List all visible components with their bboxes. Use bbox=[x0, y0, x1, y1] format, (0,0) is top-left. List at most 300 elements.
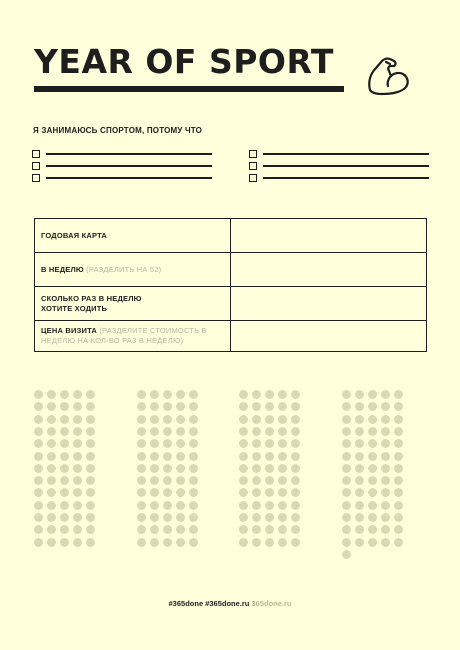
visit-dot[interactable] bbox=[176, 464, 185, 473]
visit-dot[interactable] bbox=[252, 476, 261, 485]
visit-dot[interactable] bbox=[86, 476, 95, 485]
visit-dot[interactable] bbox=[137, 415, 146, 424]
reason-write-line[interactable] bbox=[46, 165, 212, 166]
visit-dot[interactable] bbox=[150, 452, 159, 461]
visit-dot[interactable] bbox=[73, 452, 82, 461]
visit-dot[interactable] bbox=[73, 501, 82, 510]
visit-dot[interactable] bbox=[86, 464, 95, 473]
visit-dot[interactable] bbox=[291, 415, 300, 424]
visit-dot[interactable] bbox=[163, 464, 172, 473]
visit-dot[interactable] bbox=[176, 525, 185, 534]
visit-dot[interactable] bbox=[355, 525, 364, 534]
reason-item[interactable] bbox=[249, 160, 429, 172]
visit-dot[interactable] bbox=[34, 427, 43, 436]
visit-dot[interactable] bbox=[137, 464, 146, 473]
visit-dot[interactable] bbox=[265, 427, 274, 436]
visit-dot[interactable] bbox=[239, 452, 248, 461]
visit-dot[interactable] bbox=[189, 452, 198, 461]
title-underline bbox=[34, 86, 344, 92]
visit-dot[interactable] bbox=[176, 513, 185, 522]
visit-dot[interactable] bbox=[34, 390, 43, 399]
visit-dot[interactable] bbox=[137, 501, 146, 510]
visit-dot[interactable] bbox=[394, 501, 403, 510]
visit-dot[interactable] bbox=[355, 415, 364, 424]
visit-dot[interactable] bbox=[47, 501, 56, 510]
visit-dot[interactable] bbox=[73, 415, 82, 424]
visit-dot[interactable] bbox=[342, 513, 351, 522]
visit-dot[interactable] bbox=[137, 452, 146, 461]
visit-dot[interactable] bbox=[47, 476, 56, 485]
visit-dot[interactable] bbox=[60, 538, 69, 547]
visit-dot[interactable] bbox=[342, 427, 351, 436]
visit-dot[interactable] bbox=[189, 501, 198, 510]
checkbox[interactable] bbox=[249, 162, 257, 170]
visit-dot[interactable] bbox=[265, 525, 274, 534]
visit-dot[interactable] bbox=[291, 390, 300, 399]
visit-dot[interactable] bbox=[368, 513, 377, 522]
visit-dot[interactable] bbox=[278, 476, 287, 485]
reason-item[interactable] bbox=[249, 148, 429, 160]
visit-dot[interactable] bbox=[252, 439, 261, 448]
visit-dot[interactable] bbox=[34, 476, 43, 485]
visit-dot[interactable] bbox=[355, 488, 364, 497]
visit-dot[interactable] bbox=[291, 513, 300, 522]
visit-dot[interactable] bbox=[176, 476, 185, 485]
visit-dot[interactable] bbox=[137, 538, 146, 547]
visit-dot[interactable] bbox=[150, 525, 159, 534]
visit-dot[interactable] bbox=[381, 513, 390, 522]
checkbox[interactable] bbox=[32, 174, 40, 182]
visit-dot[interactable] bbox=[60, 390, 69, 399]
visit-dot[interactable] bbox=[291, 476, 300, 485]
visit-dot[interactable] bbox=[86, 525, 95, 534]
visit-dot[interactable] bbox=[47, 464, 56, 473]
visit-dot[interactable] bbox=[60, 476, 69, 485]
visit-dot[interactable] bbox=[278, 427, 287, 436]
visit-dot[interactable] bbox=[265, 415, 274, 424]
visit-dot[interactable] bbox=[252, 538, 261, 547]
visit-dot[interactable] bbox=[137, 488, 146, 497]
visit-dot[interactable] bbox=[150, 427, 159, 436]
visit-dot[interactable] bbox=[342, 488, 351, 497]
visit-dot[interactable] bbox=[355, 390, 364, 399]
visit-dot[interactable] bbox=[176, 439, 185, 448]
visit-dot[interactable] bbox=[342, 464, 351, 473]
visit-dot[interactable] bbox=[176, 452, 185, 461]
reasons-heading: Я ЗАНИМАЮСЬ СПОРТОМ, ПОТОМУ ЧТО bbox=[33, 126, 203, 135]
visit-dot[interactable] bbox=[47, 390, 56, 399]
visit-dot[interactable] bbox=[60, 488, 69, 497]
visit-dot[interactable] bbox=[239, 415, 248, 424]
visit-dot[interactable] bbox=[278, 439, 287, 448]
visit-dot[interactable] bbox=[265, 439, 274, 448]
visit-dot[interactable] bbox=[239, 476, 248, 485]
visit-dot[interactable] bbox=[252, 464, 261, 473]
visit-dot[interactable] bbox=[291, 439, 300, 448]
annual-card-value-cell[interactable] bbox=[231, 219, 426, 252]
visit-dot[interactable] bbox=[278, 452, 287, 461]
row-hint: (РАЗДЕЛИТЬ НА 52) bbox=[86, 264, 162, 274]
visit-dot[interactable] bbox=[278, 402, 287, 411]
visit-dot[interactable] bbox=[381, 488, 390, 497]
visit-dot[interactable] bbox=[47, 538, 56, 547]
visit-dot[interactable] bbox=[278, 390, 287, 399]
visit-dot[interactable] bbox=[291, 488, 300, 497]
visit-dot[interactable] bbox=[381, 427, 390, 436]
visit-dot[interactable] bbox=[73, 476, 82, 485]
reason-write-line[interactable] bbox=[46, 177, 212, 178]
visit-dot[interactable] bbox=[394, 513, 403, 522]
checkbox[interactable] bbox=[32, 162, 40, 170]
visit-dot[interactable] bbox=[394, 488, 403, 497]
visit-dot[interactable] bbox=[86, 439, 95, 448]
visit-dot[interactable] bbox=[265, 390, 274, 399]
visit-dot[interactable] bbox=[368, 390, 377, 399]
visit-dot[interactable] bbox=[73, 439, 82, 448]
visit-dot[interactable] bbox=[355, 464, 364, 473]
visit-dot[interactable] bbox=[34, 452, 43, 461]
visit-dot[interactable] bbox=[368, 525, 377, 534]
visit-dot[interactable] bbox=[34, 488, 43, 497]
visit-dot[interactable] bbox=[47, 439, 56, 448]
visit-dot[interactable] bbox=[150, 402, 159, 411]
visit-dot[interactable] bbox=[368, 402, 377, 411]
visit-dot[interactable] bbox=[73, 525, 82, 534]
visit-dot[interactable] bbox=[150, 513, 159, 522]
visit-dot[interactable] bbox=[342, 525, 351, 534]
visit-dot[interactable] bbox=[163, 402, 172, 411]
visit-dot[interactable] bbox=[73, 488, 82, 497]
visit-dot[interactable] bbox=[176, 488, 185, 497]
flexed-bicep-icon bbox=[364, 52, 412, 98]
visit-dot[interactable] bbox=[394, 427, 403, 436]
visit-dot[interactable] bbox=[342, 501, 351, 510]
visit-dot[interactable] bbox=[355, 501, 364, 510]
visit-dot[interactable] bbox=[34, 513, 43, 522]
visit-dot[interactable] bbox=[291, 464, 300, 473]
visit-dot[interactable] bbox=[252, 501, 261, 510]
visit-dot[interactable] bbox=[176, 402, 185, 411]
visit-dot[interactable] bbox=[342, 476, 351, 485]
visit-dot[interactable] bbox=[34, 501, 43, 510]
checkbox[interactable] bbox=[32, 150, 40, 158]
visit-dot[interactable] bbox=[355, 513, 364, 522]
visit-dot[interactable] bbox=[137, 390, 146, 399]
visit-dot[interactable] bbox=[291, 427, 300, 436]
visit-dot[interactable] bbox=[368, 427, 377, 436]
visit-dot[interactable] bbox=[252, 488, 261, 497]
reason-item[interactable] bbox=[249, 172, 429, 184]
visit-dot[interactable] bbox=[394, 476, 403, 485]
visit-dot[interactable] bbox=[394, 439, 403, 448]
visit-dot[interactable] bbox=[47, 415, 56, 424]
visit-dot[interactable] bbox=[60, 427, 69, 436]
visit-dot[interactable] bbox=[291, 525, 300, 534]
visit-dot[interactable] bbox=[368, 501, 377, 510]
visit-dot[interactable] bbox=[189, 538, 198, 547]
visit-dot[interactable] bbox=[278, 415, 287, 424]
visit-dot[interactable] bbox=[265, 501, 274, 510]
visit-dot[interactable] bbox=[137, 525, 146, 534]
visit-dot[interactable] bbox=[47, 427, 56, 436]
reasons-list-left bbox=[32, 148, 212, 184]
visit-dot[interactable] bbox=[189, 390, 198, 399]
page-title: YEAR OF SPORT bbox=[34, 42, 334, 81]
visit-dot[interactable] bbox=[60, 525, 69, 534]
visit-dot[interactable] bbox=[368, 439, 377, 448]
visit-dot[interactable] bbox=[163, 415, 172, 424]
visit-dot[interactable] bbox=[73, 402, 82, 411]
visit-dot[interactable] bbox=[47, 402, 56, 411]
visit-dot[interactable] bbox=[252, 415, 261, 424]
visit-dot[interactable] bbox=[394, 390, 403, 399]
visit-dot[interactable] bbox=[239, 390, 248, 399]
visit-dot[interactable] bbox=[150, 464, 159, 473]
visit-dot[interactable] bbox=[34, 464, 43, 473]
reason-write-line[interactable] bbox=[46, 153, 212, 154]
visit-dot[interactable] bbox=[137, 476, 146, 485]
checkbox[interactable] bbox=[249, 174, 257, 182]
visit-dot[interactable] bbox=[342, 390, 351, 399]
visit-dot[interactable] bbox=[265, 452, 274, 461]
visit-dot[interactable] bbox=[342, 415, 351, 424]
visit-dot[interactable] bbox=[355, 476, 364, 485]
visit-dot[interactable] bbox=[150, 538, 159, 547]
visit-dot[interactable] bbox=[86, 538, 95, 547]
visit-dot[interactable] bbox=[291, 452, 300, 461]
visit-dot[interactable] bbox=[394, 525, 403, 534]
visit-dot[interactable] bbox=[291, 501, 300, 510]
visit-dot[interactable] bbox=[278, 464, 287, 473]
visit-dot[interactable] bbox=[47, 513, 56, 522]
visit-dot[interactable] bbox=[150, 439, 159, 448]
visit-dot[interactable] bbox=[47, 452, 56, 461]
visits-per-week-value-cell[interactable] bbox=[231, 287, 426, 320]
visit-dot[interactable] bbox=[265, 464, 274, 473]
visit-dot[interactable] bbox=[368, 538, 377, 547]
visit-dot[interactable] bbox=[189, 476, 198, 485]
visit-dot[interactable] bbox=[176, 538, 185, 547]
visit-dot[interactable] bbox=[176, 390, 185, 399]
visit-dot[interactable] bbox=[278, 525, 287, 534]
visit-dot[interactable] bbox=[34, 525, 43, 534]
visit-dot[interactable] bbox=[342, 402, 351, 411]
visit-dot[interactable] bbox=[368, 488, 377, 497]
table-row bbox=[35, 321, 426, 351]
visit-dot[interactable] bbox=[394, 415, 403, 424]
visit-dot[interactable] bbox=[189, 513, 198, 522]
visit-dot[interactable] bbox=[394, 538, 403, 547]
visit-dot[interactable] bbox=[252, 513, 261, 522]
reason-write-line[interactable] bbox=[263, 165, 429, 166]
visit-dot[interactable] bbox=[137, 402, 146, 411]
visit-dot[interactable] bbox=[189, 402, 198, 411]
visit-dot[interactable] bbox=[239, 538, 248, 547]
visit-dot[interactable] bbox=[86, 427, 95, 436]
visit-dot[interactable] bbox=[34, 402, 43, 411]
visit-dot[interactable] bbox=[150, 390, 159, 399]
reason-item[interactable] bbox=[32, 172, 212, 184]
visit-dot[interactable] bbox=[73, 513, 82, 522]
row-hint: (РАЗДЕЛИТЕ СТОИМОСТЬ В НЕДЕЛЮ НА КОЛ-ВО РАЗ В НЕДЕЛЮ) bbox=[41, 326, 207, 345]
visit-dot[interactable] bbox=[86, 452, 95, 461]
row-label: ГОДОВАЯ КАРТА bbox=[35, 219, 231, 252]
visit-dot[interactable] bbox=[394, 402, 403, 411]
table-row bbox=[35, 253, 426, 287]
visit-dot[interactable] bbox=[394, 464, 403, 473]
visit-dot[interactable] bbox=[163, 427, 172, 436]
visit-dot[interactable] bbox=[176, 427, 185, 436]
visit-dot[interactable] bbox=[252, 402, 261, 411]
visit-dot[interactable] bbox=[60, 513, 69, 522]
visit-dot[interactable] bbox=[137, 513, 146, 522]
visit-dot[interactable] bbox=[252, 452, 261, 461]
visit-dot[interactable] bbox=[368, 476, 377, 485]
visit-dot[interactable] bbox=[239, 525, 248, 534]
visit-dot[interactable] bbox=[239, 402, 248, 411]
visit-dot[interactable] bbox=[239, 501, 248, 510]
visit-dot[interactable] bbox=[47, 525, 56, 534]
visit-dot[interactable] bbox=[86, 501, 95, 510]
visit-dot[interactable] bbox=[163, 439, 172, 448]
visit-dot[interactable] bbox=[278, 488, 287, 497]
visit-dot[interactable] bbox=[73, 464, 82, 473]
membership-cost-table bbox=[34, 218, 427, 352]
visit-dot[interactable] bbox=[163, 476, 172, 485]
visit-dot[interactable] bbox=[60, 464, 69, 473]
visit-dot[interactable] bbox=[189, 464, 198, 473]
row-label: В НЕДЕЛЮ (РАЗДЕЛИТЬ НА 52) bbox=[35, 253, 231, 286]
visit-dot[interactable] bbox=[368, 464, 377, 473]
visit-dot[interactable] bbox=[163, 452, 172, 461]
visit-dot[interactable] bbox=[189, 439, 198, 448]
visit-dot[interactable] bbox=[137, 439, 146, 448]
visit-dot[interactable] bbox=[342, 550, 351, 559]
visit-dot[interactable] bbox=[355, 427, 364, 436]
visit-dot[interactable] bbox=[291, 402, 300, 411]
table-row bbox=[35, 219, 426, 253]
visit-dot[interactable] bbox=[163, 538, 172, 547]
visit-dot[interactable] bbox=[239, 464, 248, 473]
visit-dot[interactable] bbox=[34, 415, 43, 424]
visit-dot[interactable] bbox=[381, 452, 390, 461]
visit-dot[interactable] bbox=[342, 452, 351, 461]
visit-dot[interactable] bbox=[150, 488, 159, 497]
visit-dot[interactable] bbox=[394, 452, 403, 461]
weekly-cost-value-cell[interactable] bbox=[231, 253, 426, 286]
visit-dot[interactable] bbox=[252, 390, 261, 399]
visit-dot[interactable] bbox=[189, 488, 198, 497]
reason-item[interactable] bbox=[32, 148, 212, 160]
visit-dot[interactable] bbox=[355, 439, 364, 448]
visit-dot[interactable] bbox=[239, 488, 248, 497]
row-label: ЦЕНА ВИЗИТА (РАЗДЕЛИТЕ СТОИМОСТЬ В НЕДЕЛЮ НА КОЛ-ВО РАЗ В НЕДЕЛЮ) bbox=[35, 321, 231, 351]
visit-dot[interactable] bbox=[252, 427, 261, 436]
visit-price-value-cell[interactable] bbox=[231, 321, 426, 351]
visit-dot[interactable] bbox=[73, 427, 82, 436]
visit-dot[interactable] bbox=[355, 452, 364, 461]
visit-dot[interactable] bbox=[150, 501, 159, 510]
visit-dot[interactable] bbox=[163, 513, 172, 522]
visit-dot[interactable] bbox=[278, 513, 287, 522]
visit-dot[interactable] bbox=[189, 525, 198, 534]
visit-dot[interactable] bbox=[265, 538, 274, 547]
visit-dot[interactable] bbox=[355, 402, 364, 411]
visit-dot[interactable] bbox=[137, 427, 146, 436]
visit-dot[interactable] bbox=[73, 538, 82, 547]
visit-dot[interactable] bbox=[60, 439, 69, 448]
visit-dot[interactable] bbox=[239, 439, 248, 448]
visit-dot[interactable] bbox=[60, 402, 69, 411]
visit-dot[interactable] bbox=[381, 501, 390, 510]
visit-dot[interactable] bbox=[342, 538, 351, 547]
visit-dot[interactable] bbox=[265, 488, 274, 497]
visit-dot[interactable] bbox=[86, 402, 95, 411]
visit-dot[interactable] bbox=[163, 525, 172, 534]
visit-dot[interactable] bbox=[86, 513, 95, 522]
visit-dot[interactable] bbox=[60, 452, 69, 461]
visit-dot[interactable] bbox=[163, 390, 172, 399]
row-label: СКОЛЬКО РАЗ В НЕДЕЛЮ ХОТИТЕ ХОДИТЬ bbox=[35, 287, 231, 320]
reasons-list-right bbox=[249, 148, 429, 184]
visit-dot[interactable] bbox=[278, 501, 287, 510]
visit-dot[interactable] bbox=[60, 415, 69, 424]
visit-dot[interactable] bbox=[150, 415, 159, 424]
visit-dot[interactable] bbox=[381, 390, 390, 399]
visit-dot[interactable] bbox=[291, 538, 300, 547]
visit-dot[interactable] bbox=[265, 402, 274, 411]
visit-dot[interactable] bbox=[86, 390, 95, 399]
visit-dot[interactable] bbox=[265, 513, 274, 522]
visit-dot[interactable] bbox=[86, 488, 95, 497]
visit-dot[interactable] bbox=[189, 415, 198, 424]
visit-dot[interactable] bbox=[381, 476, 390, 485]
visit-dot[interactable] bbox=[176, 501, 185, 510]
visit-dot[interactable] bbox=[342, 439, 351, 448]
visit-dot[interactable] bbox=[278, 538, 287, 547]
visit-dot[interactable] bbox=[381, 402, 390, 411]
visit-dot[interactable] bbox=[381, 415, 390, 424]
visit-dot[interactable] bbox=[163, 488, 172, 497]
checkbox[interactable] bbox=[249, 150, 257, 158]
visit-dot[interactable] bbox=[381, 439, 390, 448]
visit-dot[interactable] bbox=[381, 538, 390, 547]
visit-dot[interactable] bbox=[239, 427, 248, 436]
visit-dot[interactable] bbox=[381, 464, 390, 473]
visit-dot[interactable] bbox=[47, 488, 56, 497]
reason-write-line[interactable] bbox=[263, 177, 429, 178]
visit-dot[interactable] bbox=[163, 501, 172, 510]
visit-dot[interactable] bbox=[150, 476, 159, 485]
visit-dot[interactable] bbox=[239, 513, 248, 522]
visit-dot[interactable] bbox=[176, 415, 185, 424]
visit-dot[interactable] bbox=[189, 427, 198, 436]
visit-dot[interactable] bbox=[368, 452, 377, 461]
reason-item[interactable] bbox=[32, 160, 212, 172]
visit-dot[interactable] bbox=[34, 439, 43, 448]
table-row bbox=[35, 287, 426, 321]
visit-dot[interactable] bbox=[86, 415, 95, 424]
visit-dot[interactable] bbox=[368, 415, 377, 424]
visit-dot[interactable] bbox=[34, 538, 43, 547]
visit-dot[interactable] bbox=[73, 390, 82, 399]
visit-dot[interactable] bbox=[265, 476, 274, 485]
visit-dot[interactable] bbox=[355, 538, 364, 547]
visit-dot[interactable] bbox=[60, 501, 69, 510]
visit-dot[interactable] bbox=[252, 525, 261, 534]
visit-dot[interactable] bbox=[381, 525, 390, 534]
reason-write-line[interactable] bbox=[263, 153, 429, 154]
